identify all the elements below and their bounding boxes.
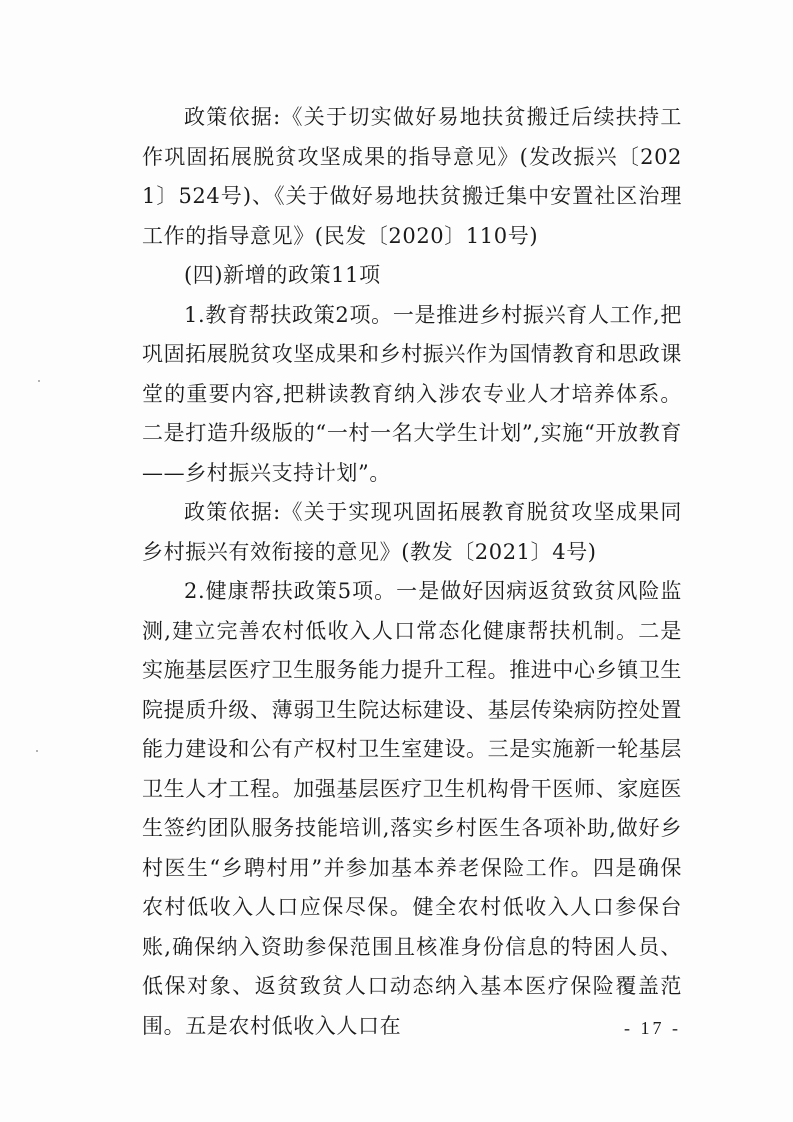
health-support-paragraph: 2.健康帮扶政策5项。一是做好因病返贫致贫风险监测,建立完善农村低收入人口常态化健康帮扶机制。二是实施基层医疗卫生服务能力提升工程。推进中心乡镇卫生院提质升级、薄弱卫生院达标建设、基层传染病防控处置能力建设和公有产权村卫生室建设。三是实施新一轮基层卫生人才工程。加强基层医疗卫生机构骨干医师、家庭医生签约团队服务技能培训,落实乡村医生各项补助,做好乡村医生“乡聘村用”并参加基本养老保险工作。四是确保农村低收入人口应保尽保。健全农村低收入人口参保台账,确保纳入资助参保范围且核准身份信息的特困人员、低保对象、返贫致贫人口动态纳入基本医疗保险覆盖范围。五是农村低收入人口在 bbox=[142, 579, 682, 1038]
policy-basis-paragraph-relocation: 政策依据:《关于切实做好易地扶贫搬迁后续扶持工作巩固拓展脱贫攻坚成果的指导意见》(发改振兴〔2021〕524号)、《关于做好易地扶贫搬迁集中安置社区治理工作的指导意见》(民发〔2020〕110号) bbox=[142, 105, 682, 248]
page-number: - 17 - bbox=[624, 1018, 681, 1038]
education-support-paragraph: 1.教育帮扶政策2项。一是推进乡村振兴育人工作,把巩固拓展脱贫攻坚成果和乡村振兴作为国情教育和思政课堂的重要内容,把耕读教育纳入涉农专业人才培养体系。二是打造升级版的“一村一名大学生计划”,实施“开放教育——乡村振兴支持计划”。 bbox=[142, 302, 682, 485]
section-heading-new-policies: (四)新增的政策11项 bbox=[184, 263, 381, 287]
policy-basis-paragraph-education: 政策依据:《关于实现巩固拓展教育脱贫攻坚成果同乡村振兴有效衔接的意见》(教发〔2021〕4号) bbox=[142, 500, 682, 564]
scan-speck bbox=[36, 750, 38, 752]
scan-speck bbox=[38, 380, 40, 382]
document-body bbox=[142, 98, 682, 1046]
